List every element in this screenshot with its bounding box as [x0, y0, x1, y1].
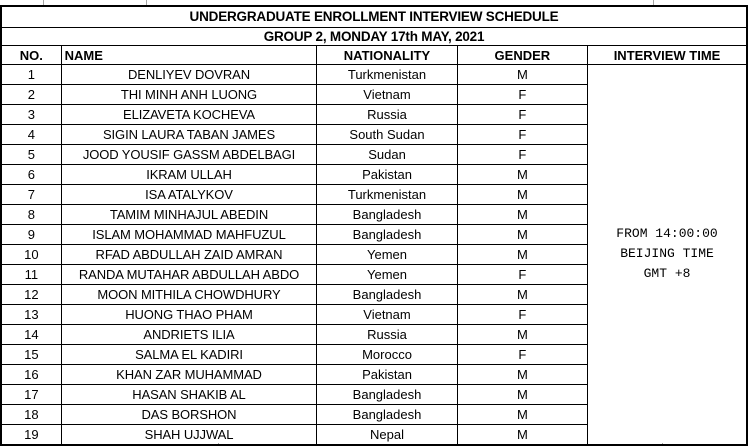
- name-cell: ISA ATALYKOV: [61, 185, 317, 205]
- nationality-cell: Turkmenistan: [317, 185, 457, 205]
- gender-cell: M: [457, 185, 587, 205]
- column-header-name: NAME: [61, 46, 317, 65]
- row-number-cell: 16: [1, 365, 61, 385]
- gender-cell: M: [457, 225, 587, 245]
- nationality-cell: Russia: [317, 105, 457, 125]
- row-number-cell: 10: [1, 245, 61, 265]
- name-cell: DENLIYEV DOVRAN: [61, 65, 317, 85]
- interview-time-line: GMT +8: [643, 266, 691, 282]
- interview-schedule-table: [0, 5, 748, 446]
- name-cell: HUONG THAO PHAM: [61, 305, 317, 325]
- name-cell: IKRAM ULLAH: [61, 165, 317, 185]
- row-number-cell: 15: [1, 345, 61, 365]
- row-number-cell: 4: [1, 125, 61, 145]
- row-number-cell: 8: [1, 205, 61, 225]
- row-number-cell: 6: [1, 165, 61, 185]
- name-cell: ISLAM MOHAMMAD MAHFUZUL: [61, 225, 317, 245]
- nationality-cell: Turkmenistan: [317, 65, 457, 85]
- gender-cell: F: [457, 145, 587, 165]
- name-cell: HASAN SHAKIB AL: [61, 385, 317, 405]
- row-number-cell: 18: [1, 405, 61, 425]
- row-number-cell: 11: [1, 265, 61, 285]
- name-cell: TAMIM MINHAJUL ABEDIN: [61, 205, 317, 225]
- nationality-cell: Nepal: [317, 425, 457, 445]
- interview-time-line: BEIJING TIME: [620, 246, 714, 262]
- nationality-cell: Bangladesh: [317, 405, 457, 425]
- page-subtitle: GROUP 2, MONDAY 17th MAY, 2021: [1, 28, 747, 46]
- nationality-cell: Bangladesh: [317, 385, 457, 405]
- table-body: [1, 65, 747, 445]
- row-number-cell: 3: [1, 105, 61, 125]
- interview-time-line: FROM 14:00:00: [616, 226, 718, 242]
- gender-cell: M: [457, 425, 587, 445]
- gender-cell: M: [457, 325, 587, 345]
- nationality-cell: Pakistan: [317, 165, 457, 185]
- nationality-cell: South Sudan: [317, 125, 457, 145]
- nationality-cell: Morocco: [317, 345, 457, 365]
- nationality-cell: Vietnam: [317, 85, 457, 105]
- column-header-nationality: NATIONALITY: [317, 46, 457, 65]
- gender-cell: M: [457, 65, 587, 85]
- name-cell: ANDRIETS ILIA: [61, 325, 317, 345]
- nationality-cell: Russia: [317, 325, 457, 345]
- name-cell: SHAH UJJWAL: [61, 425, 317, 445]
- gender-cell: F: [457, 85, 587, 105]
- name-cell: DAS BORSHON: [61, 405, 317, 425]
- row-number-cell: 2: [1, 85, 61, 105]
- subtitle-row: [1, 28, 747, 46]
- name-cell: SIGIN LAURA TABAN JAMES: [61, 125, 317, 145]
- row-number-cell: 17: [1, 385, 61, 405]
- name-cell: THI MINH ANH LUONG: [61, 85, 317, 105]
- interview-time-cell: [588, 65, 747, 445]
- row-number-cell: 14: [1, 325, 61, 345]
- name-cell: KHAN ZAR MUHAMMAD: [61, 365, 317, 385]
- name-cell: RFAD ABDULLAH ZAID AMRAN: [61, 245, 317, 265]
- column-header-interview-time: INTERVIEW TIME: [588, 46, 747, 65]
- nationality-cell: Pakistan: [317, 365, 457, 385]
- gender-cell: M: [457, 165, 587, 185]
- row-number-cell: 12: [1, 285, 61, 305]
- name-cell: SALMA EL KADIRI: [61, 345, 317, 365]
- gender-cell: M: [457, 285, 587, 305]
- gender-cell: F: [457, 105, 587, 125]
- nationality-cell: Yemen: [317, 245, 457, 265]
- row-number-cell: 13: [1, 305, 61, 325]
- gender-cell: F: [457, 125, 587, 145]
- page-title: UNDERGRADUATE ENROLLMENT INTERVIEW SCHEDULE: [1, 6, 747, 28]
- column-header-row: [1, 46, 747, 65]
- name-cell: ELIZAVETA KOCHEVA: [61, 105, 317, 125]
- nationality-cell: Bangladesh: [317, 285, 457, 305]
- gender-cell: F: [457, 345, 587, 365]
- name-cell: MOON MITHILA CHOWDHURY: [61, 285, 317, 305]
- row-number-cell: 5: [1, 145, 61, 165]
- gender-cell: M: [457, 365, 587, 385]
- row-number-cell: 9: [1, 225, 61, 245]
- nationality-cell: Vietnam: [317, 305, 457, 325]
- title-row: [1, 6, 747, 28]
- nationality-cell: Yemen: [317, 265, 457, 285]
- gender-cell: M: [457, 205, 587, 225]
- gender-cell: M: [457, 385, 587, 405]
- gender-cell: F: [457, 265, 587, 285]
- row-number-cell: 19: [1, 425, 61, 445]
- nationality-cell: Bangladesh: [317, 225, 457, 245]
- row-number-cell: 1: [1, 65, 61, 85]
- column-header-no: NO.: [1, 46, 61, 65]
- row-number-cell: 7: [1, 185, 61, 205]
- gender-cell: F: [457, 305, 587, 325]
- gender-cell: M: [457, 245, 587, 265]
- nationality-cell: Bangladesh: [317, 205, 457, 225]
- name-cell: JOOD YOUSIF GASSM ABDELBAGI: [61, 145, 317, 165]
- nationality-cell: Sudan: [317, 145, 457, 165]
- table-row: [1, 65, 747, 85]
- gender-cell: M: [457, 405, 587, 425]
- column-header-gender: GENDER: [457, 46, 587, 65]
- name-cell: RANDA MUTAHAR ABDULLAH ABDO: [61, 265, 317, 285]
